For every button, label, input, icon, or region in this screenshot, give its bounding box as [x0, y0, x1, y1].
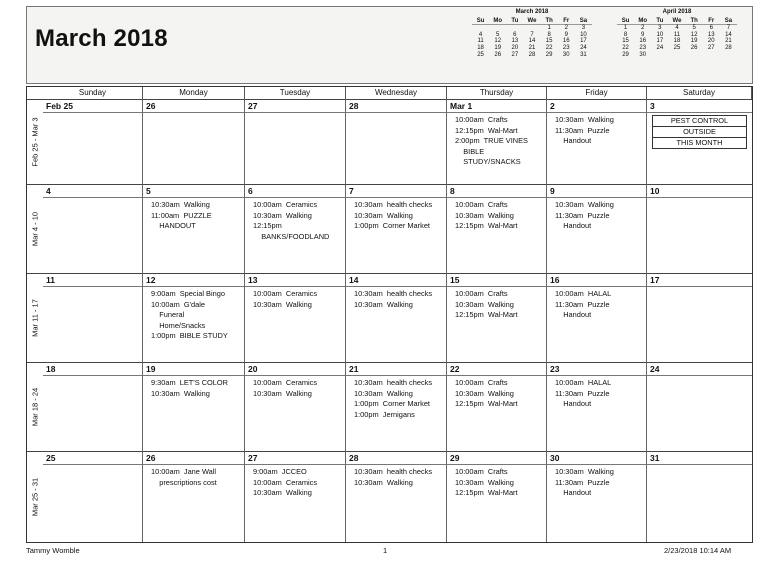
- mini-date: 21: [725, 38, 732, 45]
- mini-date: [506, 25, 523, 32]
- day-cell[interactable]: [346, 99, 447, 184]
- event-entry[interactable]: 9:00am Special Bingo: [151, 289, 225, 298]
- event-entry[interactable]: 1:00pm Jernigans: [354, 409, 415, 419]
- day-cell[interactable]: [245, 362, 346, 451]
- event-entry[interactable]: Handout: [555, 399, 592, 409]
- day-number: 23: [547, 363, 646, 376]
- event-entry[interactable]: 10:30am Walking: [455, 477, 514, 487]
- event-entry[interactable]: 2:00pm TRUE VINES: [455, 136, 528, 146]
- day-number: 26: [143, 100, 244, 113]
- mini-date: 9: [641, 31, 645, 38]
- week-range-label: Mar 4 - 10: [30, 211, 40, 247]
- event-entry[interactable]: 10:30am Walking: [253, 488, 312, 498]
- mini-date: 5: [692, 25, 696, 32]
- mini-dow-label: We: [672, 17, 682, 24]
- mini-date: 3: [581, 25, 586, 32]
- day-number: 3: [647, 100, 752, 113]
- month-title: March 2018: [35, 25, 168, 52]
- calendar-header: [26, 6, 753, 84]
- day-number: 30: [547, 452, 646, 465]
- mini-dow-label: We: [527, 17, 537, 24]
- mini-dow-label: Sa: [579, 17, 588, 24]
- mini-date: 27: [511, 51, 519, 58]
- mini-date: 28: [725, 44, 732, 51]
- weekday-header-tuesday: Tuesday: [245, 87, 346, 99]
- mini-date: [703, 52, 720, 59]
- day-cell[interactable]: [647, 362, 752, 451]
- day-cell[interactable]: [447, 99, 547, 184]
- event-entry[interactable]: 10:30am Walking: [455, 299, 514, 309]
- event-entry[interactable]: Handout: [555, 136, 592, 146]
- footer-print-timestamp: 2/23/2018 10:14 AM: [664, 546, 732, 555]
- day-number: 16: [547, 274, 646, 287]
- event-entry[interactable]: 10:30am Walking: [555, 467, 614, 476]
- mini-date: 12: [494, 38, 502, 45]
- event-entry[interactable]: 12:15pm: [253, 221, 282, 231]
- week-range-column: [27, 273, 43, 362]
- event-entry[interactable]: 10:30am Walking: [555, 200, 614, 209]
- notice-line: OUTSIDE: [653, 127, 746, 138]
- mini-date: 29: [622, 51, 629, 58]
- mini-date: 24: [580, 44, 587, 51]
- notice-line: PEST CONTROL: [653, 116, 746, 127]
- mini-date: 13: [707, 31, 715, 38]
- footer-page-number: 1: [383, 546, 388, 555]
- mini-date: 15: [622, 38, 629, 45]
- event-list: [447, 200, 546, 232]
- day-cell[interactable]: [547, 362, 647, 451]
- week-range-label: Mar 11 - 17: [30, 299, 40, 337]
- notice-box: [652, 115, 747, 149]
- week-range-label: Feb 25 - Mar 3: [30, 117, 40, 167]
- day-number: 27: [245, 452, 345, 465]
- event-list: [447, 289, 546, 321]
- event-entry[interactable]: 1:00pm Corner Market: [354, 221, 430, 231]
- event-entry[interactable]: HANDOUT: [151, 221, 196, 231]
- event-list: [447, 378, 546, 410]
- day-cell[interactable]: [547, 451, 647, 542]
- day-cell[interactable]: [143, 99, 245, 184]
- mini-dow-label: Tu: [511, 17, 519, 24]
- event-entry[interactable]: 10:00am Ceramics: [253, 378, 318, 387]
- mini-date: 18: [477, 44, 484, 51]
- mini-date: 1: [623, 25, 628, 32]
- mini-date: 8: [547, 31, 551, 38]
- mini-dow-label: Mo: [493, 17, 503, 24]
- event-entry[interactable]: 12:15pm Wal-Mart: [455, 488, 518, 498]
- event-entry[interactable]: 12:15pm Wal-Mart: [455, 310, 518, 320]
- event-entry[interactable]: 10:00am Crafts: [455, 289, 508, 298]
- event-entry[interactable]: 9:30am LET'S COLOR: [151, 378, 228, 387]
- event-list: [547, 378, 646, 410]
- mini-date: 25: [673, 44, 681, 51]
- mini-date: [523, 25, 540, 32]
- mini-date: 18: [673, 38, 681, 45]
- event-list: [143, 467, 244, 488]
- event-list: [447, 115, 546, 168]
- event-entry[interactable]: 11:30am Puzzle: [555, 210, 610, 220]
- day-number: 22: [447, 363, 546, 376]
- week-range-label: Mar 18 - 24: [30, 387, 40, 427]
- day-cell[interactable]: [647, 99, 752, 184]
- event-entry[interactable]: 10:30am Walking: [253, 299, 312, 309]
- event-list: [143, 289, 244, 342]
- event-list: [143, 200, 244, 232]
- mini-calendar-march: [472, 9, 592, 58]
- day-cell[interactable]: [143, 362, 245, 451]
- event-entry[interactable]: 10:30am health checks: [354, 378, 433, 387]
- mini-dow-label: Tu: [656, 17, 664, 24]
- event-entry[interactable]: 12:15pm Wal-Mart: [455, 399, 518, 409]
- mini-dow-label: Sa: [724, 17, 733, 24]
- day-number: 12: [143, 274, 244, 287]
- mini-calendar-april: [617, 9, 737, 58]
- event-list: [547, 467, 646, 499]
- event-entry[interactable]: 10:00am Crafts: [455, 115, 508, 124]
- notice-line: THIS MONTH: [676, 138, 723, 147]
- event-entry[interactable]: 10:00am Ceramics: [253, 477, 318, 487]
- event-list: [547, 200, 646, 232]
- mini-date: 29: [545, 51, 553, 58]
- event-list: [143, 378, 244, 399]
- event-entry[interactable]: Handout: [555, 488, 592, 498]
- mini-dow-label: Su: [621, 17, 630, 24]
- event-entry[interactable]: 10:00am Ceramics: [253, 289, 318, 298]
- event-entry[interactable]: Funeral: [151, 310, 185, 320]
- mini-date: 14: [725, 31, 732, 38]
- month-grid: [26, 86, 753, 543]
- mini-date: [472, 25, 489, 32]
- mini-date: 3: [658, 25, 662, 32]
- event-entry[interactable]: 10:30am Walking: [151, 388, 210, 398]
- mini-dow-label: Th: [545, 17, 553, 24]
- day-number: 2: [547, 100, 646, 113]
- day-number: 6: [245, 185, 345, 198]
- event-entry[interactable]: 1:00pm BIBLE STUDY: [151, 331, 228, 341]
- day-cell[interactable]: [447, 451, 547, 542]
- week-range-column: [27, 184, 43, 273]
- weekday-header-monday: Monday: [143, 87, 245, 99]
- day-cell[interactable]: [143, 451, 245, 542]
- mini-date: 26: [494, 51, 502, 58]
- mini-date: 19: [690, 38, 698, 45]
- mini-date: 16: [639, 38, 647, 45]
- weekday-header-wednesday: Wednesday: [346, 87, 447, 99]
- day-number: 26: [143, 452, 244, 465]
- mini-date: 6: [709, 25, 713, 32]
- day-cell[interactable]: [43, 184, 143, 273]
- day-number: 7: [346, 185, 446, 198]
- event-entry[interactable]: 10:30am Walking: [455, 210, 514, 220]
- day-cell[interactable]: [43, 451, 143, 542]
- day-number: 25: [43, 452, 142, 465]
- weekday-header-sunday: Sunday: [43, 87, 143, 99]
- event-list: [245, 467, 345, 499]
- event-entry[interactable]: 10:30am Walking: [151, 200, 210, 209]
- day-cell[interactable]: [245, 451, 346, 542]
- day-cell[interactable]: [547, 273, 647, 362]
- day-cell[interactable]: [143, 273, 245, 362]
- mini-dow-label: Th: [690, 17, 698, 24]
- mini-date: [651, 52, 668, 59]
- event-list: [245, 289, 345, 310]
- event-entry[interactable]: 11:30am Puzzle: [555, 477, 610, 487]
- mini-date: 11: [477, 38, 484, 45]
- mini-date: 30: [639, 51, 647, 58]
- mini-date: 27: [707, 44, 715, 51]
- mini-dow-label: Fr: [708, 17, 715, 24]
- day-number: 27: [245, 100, 345, 113]
- day-cell[interactable]: [245, 99, 346, 184]
- event-entry[interactable]: 10:00am HALAL: [555, 378, 612, 387]
- mini-date: 12: [690, 31, 698, 38]
- event-list: [346, 289, 446, 310]
- event-entry[interactable]: 11:00am PUZZLE: [151, 210, 212, 220]
- day-cell[interactable]: [245, 273, 346, 362]
- mini-dow-label: Mo: [638, 17, 648, 24]
- mini-date: 24: [656, 44, 664, 51]
- event-entry[interactable]: Handout: [555, 310, 592, 320]
- mini-date: [489, 25, 506, 32]
- event-entry[interactable]: 10:30am Walking: [253, 210, 312, 220]
- event-list: [447, 467, 546, 499]
- day-cell[interactable]: [647, 273, 752, 362]
- event-entry[interactable]: 10:00am Crafts: [455, 467, 508, 476]
- event-entry[interactable]: 9:00am JCCEO: [253, 467, 307, 476]
- event-entry[interactable]: 10:30am Walking: [555, 115, 614, 124]
- day-number: 20: [245, 363, 345, 376]
- event-entry[interactable]: 10:00am Crafts: [455, 378, 508, 387]
- mini-date: 4: [478, 31, 483, 38]
- day-number: 28: [346, 452, 446, 465]
- mini-date: 16: [562, 38, 570, 45]
- event-entry[interactable]: 10:30am Walking: [354, 210, 413, 220]
- event-entry[interactable]: 10:30am Walking: [354, 299, 413, 309]
- day-number: 8: [447, 185, 546, 198]
- day-cell[interactable]: [647, 184, 752, 273]
- mini-date: 7: [530, 31, 534, 38]
- mini-date: 17: [656, 38, 664, 45]
- day-cell[interactable]: [447, 362, 547, 451]
- week-range-label: Mar 25 - 31: [30, 477, 40, 517]
- mini-date: 10: [656, 31, 664, 38]
- event-entry[interactable]: 10:30am Walking: [354, 477, 413, 487]
- mini-date: [720, 52, 737, 59]
- mini-date: 19: [494, 44, 502, 51]
- mini-date: [686, 52, 703, 59]
- event-entry[interactable]: 10:30am Walking: [455, 388, 514, 398]
- event-entry[interactable]: Handout: [555, 221, 592, 231]
- event-entry[interactable]: 11:30am Puzzle: [555, 388, 610, 398]
- day-cell[interactable]: [346, 362, 447, 451]
- mini-date: 2: [641, 25, 645, 32]
- mini-date: 31: [580, 51, 587, 58]
- mini-date: 22: [622, 44, 629, 51]
- event-entry[interactable]: 10:00am Ceramics: [253, 200, 318, 209]
- event-entry[interactable]: 10:00am HALAL: [555, 289, 612, 298]
- event-entry[interactable]: 12:15pm Wal-Mart: [455, 221, 518, 231]
- event-entry[interactable]: Home/Snacks: [151, 320, 206, 330]
- mini-calendar-title: April 2018: [662, 9, 692, 15]
- mini-date: 25: [477, 51, 484, 58]
- weekday-header-friday: Friday: [547, 87, 647, 99]
- day-cell[interactable]: [547, 99, 647, 184]
- event-list: [346, 378, 446, 420]
- event-entry[interactable]: 10:00am G'dale: [151, 299, 206, 309]
- event-entry[interactable]: 10:30am health checks: [354, 200, 433, 209]
- day-cell[interactable]: [245, 184, 346, 273]
- day-cell[interactable]: [43, 99, 143, 184]
- day-number: 5: [143, 185, 244, 198]
- event-entry[interactable]: 10:00am Jane Wall: [151, 467, 217, 476]
- mini-date: 7: [726, 25, 731, 32]
- day-number: Feb 25: [43, 100, 142, 113]
- mini-date: 17: [580, 38, 587, 45]
- event-entry[interactable]: 10:00am Crafts: [455, 200, 508, 209]
- week-range-column: [27, 451, 43, 542]
- day-number: 13: [245, 274, 345, 287]
- mini-date: [668, 52, 685, 59]
- event-list: [245, 378, 345, 399]
- mini-date: 21: [528, 44, 536, 51]
- day-cell[interactable]: [143, 184, 245, 273]
- mini-date: 26: [690, 44, 698, 51]
- event-entry[interactable]: prescriptions cost: [151, 477, 217, 487]
- mini-date: 15: [545, 38, 553, 45]
- mini-date: 28: [528, 51, 536, 58]
- day-number: 31: [647, 452, 752, 465]
- day-cell[interactable]: [43, 273, 143, 362]
- mini-date: 20: [511, 44, 519, 51]
- day-number: 28: [346, 100, 446, 113]
- mini-date: 10: [580, 31, 587, 38]
- mini-date: 2: [564, 25, 568, 32]
- day-cell[interactable]: [447, 273, 547, 362]
- mini-date: 20: [707, 38, 715, 45]
- day-number: 14: [346, 274, 446, 287]
- event-entry[interactable]: 11:30am Puzzle: [555, 125, 610, 135]
- day-cell[interactable]: [346, 184, 447, 273]
- day-number: 29: [447, 452, 546, 465]
- event-entry[interactable]: BANKS/FOODLAND: [253, 231, 330, 241]
- mini-date: 30: [562, 51, 570, 58]
- event-entry[interactable]: 10:30am health checks: [354, 289, 433, 298]
- day-number: 17: [647, 274, 752, 287]
- week-range-column: [27, 99, 43, 184]
- mini-date: 5: [496, 31, 500, 38]
- mini-dow-label: Su: [476, 17, 485, 24]
- mini-date: 11: [673, 31, 681, 38]
- event-entry[interactable]: 10:30am Walking: [253, 388, 312, 398]
- day-number: 19: [143, 363, 244, 376]
- mini-date: 23: [562, 44, 570, 51]
- mini-date: 1: [547, 25, 551, 32]
- day-cell[interactable]: [547, 184, 647, 273]
- mini-date: 9: [564, 31, 568, 38]
- day-number: 10: [647, 185, 752, 198]
- day-number: 15: [447, 274, 546, 287]
- mini-date: 6: [513, 31, 517, 38]
- event-entry[interactable]: 12:15pm Wal-Mart: [455, 125, 518, 135]
- weekday-header-saturday: Saturday: [647, 87, 752, 99]
- day-number: Mar 1: [447, 100, 546, 113]
- day-number: 18: [43, 363, 142, 376]
- event-entry[interactable]: 1:00pm Corner Market: [354, 399, 430, 409]
- footer-author: Tammy Womble: [26, 546, 80, 555]
- day-cell[interactable]: [346, 451, 447, 542]
- event-list: [547, 289, 646, 321]
- day-number: 24: [647, 363, 752, 376]
- mini-date: 8: [623, 31, 628, 38]
- event-entry[interactable]: BIBLE: [455, 146, 485, 156]
- mini-date: 22: [545, 44, 553, 51]
- day-cell[interactable]: [647, 451, 752, 542]
- mini-date: 13: [511, 38, 519, 45]
- day-number: 4: [43, 185, 142, 198]
- day-cell[interactable]: [447, 184, 547, 273]
- day-number: 11: [43, 274, 142, 287]
- day-cell[interactable]: [43, 362, 143, 451]
- event-list: [245, 200, 345, 242]
- event-entry[interactable]: 10:30am health checks: [354, 467, 433, 476]
- day-number: 21: [346, 363, 446, 376]
- mini-date: 4: [675, 25, 679, 32]
- mini-calendar-title: March 2018: [515, 9, 549, 15]
- event-entry[interactable]: 10:30am Walking: [354, 388, 413, 398]
- event-list: [346, 200, 446, 232]
- event-list: [547, 115, 646, 147]
- mini-date: 23: [639, 44, 647, 51]
- event-list: [346, 467, 446, 488]
- weekday-header-thursday: Thursday: [447, 87, 547, 99]
- day-cell[interactable]: [346, 273, 447, 362]
- event-entry[interactable]: STUDY/SNACKS: [455, 157, 521, 167]
- event-entry[interactable]: 11:30am Puzzle: [555, 299, 610, 309]
- day-number: 9: [547, 185, 646, 198]
- mini-dow-label: Fr: [563, 17, 570, 24]
- mini-date: 14: [528, 38, 536, 45]
- week-range-column: [27, 362, 43, 451]
